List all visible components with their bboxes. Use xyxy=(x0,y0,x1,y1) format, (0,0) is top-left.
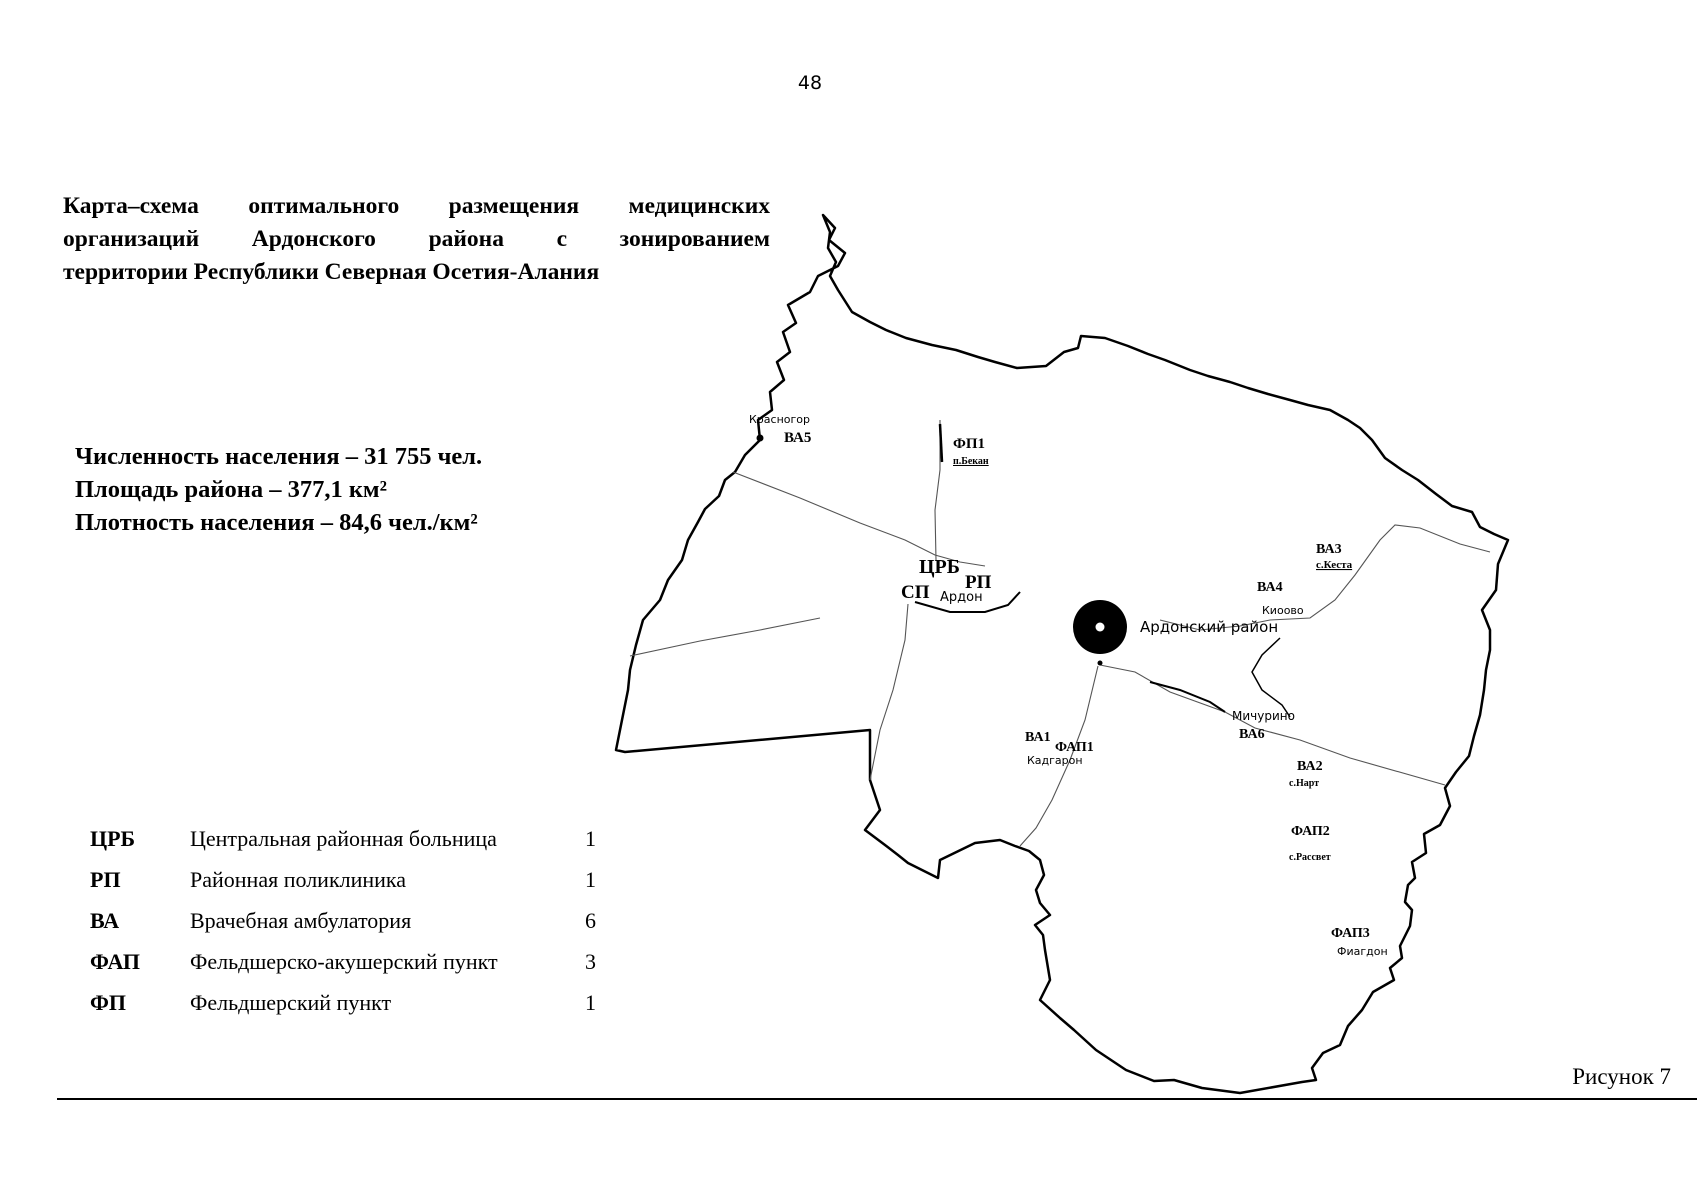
figure-caption: Рисунок 7 xyxy=(1572,1064,1671,1089)
label-nart: с.Нарт xyxy=(1289,778,1320,789)
label-fp1: ФП1 xyxy=(953,436,986,452)
population-stat: Численность населения – 31 755 чел. xyxy=(75,443,483,470)
label-va5: ВА5 xyxy=(784,430,812,446)
page-number: 48 xyxy=(797,72,823,94)
label-rassvet: с.Рассвет xyxy=(1289,852,1331,863)
zone-lines xyxy=(630,420,1490,846)
label-fap3: ФАП3 xyxy=(1331,926,1370,941)
label-crb: ЦРБ xyxy=(919,556,960,578)
label-va1: ВА1 xyxy=(1025,730,1051,745)
legend-count: 1 xyxy=(585,989,596,1015)
label-va4: ВА4 xyxy=(1257,580,1283,595)
legend-count: 3 xyxy=(585,948,596,974)
krasnogor-marker xyxy=(757,435,764,442)
label-krasnogor: Красногор xyxy=(749,413,810,426)
label-va6: ВА6 xyxy=(1239,727,1265,742)
density-stat: Плотность населения – 84,6 чел./км² xyxy=(75,509,478,536)
label-kesta: с.Кеста xyxy=(1316,559,1353,571)
label-fap2: ФАП2 xyxy=(1291,824,1330,839)
legend-description: Центральная районная больница xyxy=(190,825,497,851)
legend-abbr: ЦРБ xyxy=(90,825,136,851)
label-fiagdon: Фиагдон xyxy=(1337,945,1388,958)
district-label: Ардонский район xyxy=(1140,618,1279,636)
label-kadgaron: Кадгарон xyxy=(1027,754,1083,767)
label-ardon: Ардон xyxy=(940,590,983,605)
label-va2: ВА2 xyxy=(1297,759,1323,774)
district-center-marker xyxy=(1073,600,1127,666)
label-rp: РП xyxy=(965,572,992,593)
label-michurino: Мичурино xyxy=(1232,709,1295,723)
zone-line xyxy=(870,604,908,780)
area-stat: Площадь района – 377,1 км² xyxy=(75,476,387,503)
legend-description: Врачебная амбулатория xyxy=(190,907,412,933)
title-line-1: Карта–схема оптимального размещения медицинских xyxy=(63,193,770,219)
legend-count: 1 xyxy=(585,825,596,851)
legend-description: Фельдшерско-акушерский пункт xyxy=(190,948,498,974)
label-kirovo: Киоово xyxy=(1262,604,1304,617)
legend-count: 6 xyxy=(585,907,596,933)
label-bekan: п.Бекан xyxy=(953,456,989,467)
river-line xyxy=(1252,638,1290,717)
district-boundary xyxy=(616,215,1508,1093)
label-va3: ВА3 xyxy=(1316,542,1342,557)
label-fap1: ФАП1 xyxy=(1055,740,1094,755)
legend-description: Фельдшерский пункт xyxy=(190,989,392,1015)
zone-line xyxy=(935,420,940,560)
legend-abbr: ФАП xyxy=(90,948,140,974)
bottom-rule xyxy=(57,1098,1697,1100)
title-line-3: территории Республики Северная Осетия-Алания xyxy=(63,259,600,285)
zone-line xyxy=(630,618,820,656)
title-line-2: организаций Ардонского района с зонированием xyxy=(63,226,770,252)
label-sp: СП xyxy=(901,582,930,603)
zone-line xyxy=(733,472,985,566)
legend-abbr: ВА xyxy=(90,907,120,933)
legend-abbr: РП xyxy=(90,866,121,892)
legend-abbr: ФП xyxy=(90,989,127,1015)
legend-count: 1 xyxy=(585,866,596,892)
zone-line xyxy=(1160,525,1490,630)
legend-description: Районная поликлиника xyxy=(190,866,407,892)
